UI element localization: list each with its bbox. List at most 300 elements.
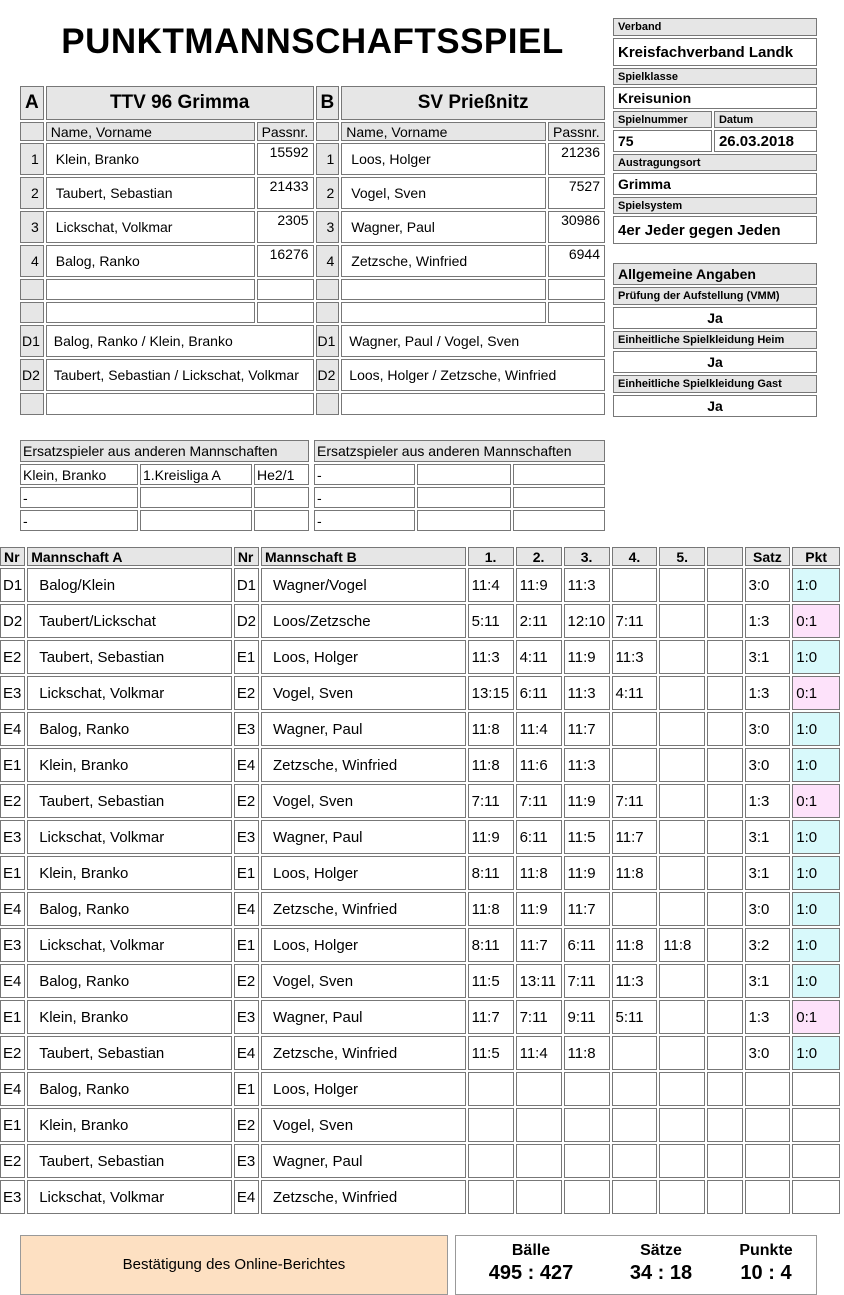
match-player-b: Wagner, Paul — [261, 820, 466, 854]
col-name-b: Name, Vorname — [341, 122, 546, 141]
match-row — [0, 1108, 840, 1142]
match-player-a: Lickschat, Volkmar — [27, 928, 232, 962]
match-pkt: 0:1 — [792, 1000, 840, 1034]
set-score — [564, 1108, 610, 1142]
col-team-b: Mannschaft B — [261, 547, 466, 566]
match-player-a: Lickschat, Volkmar — [27, 1180, 232, 1214]
match-nr-b: E2 — [234, 1108, 259, 1142]
blank-cell — [707, 1180, 742, 1214]
match-player-a: Klein, Branko — [27, 1108, 232, 1142]
col-set-2: 2. — [516, 547, 562, 566]
set-score — [468, 1072, 514, 1106]
set-score: 11:5 — [564, 820, 610, 854]
match-player-b: Wagner, Paul — [261, 1144, 466, 1178]
set-score: 11:3 — [564, 748, 610, 782]
matches-table — [0, 545, 842, 1216]
general-title: Allgemeine Angaben — [613, 263, 817, 285]
doubles-nr: D2 — [316, 359, 340, 391]
match-nr-b: E3 — [234, 712, 259, 746]
match-nr-b: E3 — [234, 820, 259, 854]
player-pass: 15592 — [257, 143, 314, 175]
match-nr-b: E2 — [234, 784, 259, 818]
blank-cell — [707, 676, 742, 710]
set-score: 6:11 — [564, 928, 610, 962]
match-player-a: Balog/Klein — [27, 568, 232, 602]
punkte-label: Punkte — [739, 1242, 793, 1259]
substitute-row — [314, 487, 605, 508]
set-score: 7:11 — [564, 964, 610, 998]
set-score: 2:11 — [516, 604, 562, 638]
substitute-name: Klein, Branko — [20, 464, 138, 485]
lineup-table — [18, 84, 607, 417]
substitute-name: - — [314, 510, 415, 531]
set-score — [659, 964, 705, 998]
match-player-a: Klein, Branko — [27, 1000, 232, 1034]
match-nr-a: E1 — [0, 1000, 25, 1034]
match-player-a: Taubert, Sebastian — [27, 1144, 232, 1178]
match-satz: 1:3 — [745, 1000, 791, 1034]
set-score — [612, 1108, 658, 1142]
match-player-a: Taubert, Sebastian — [27, 784, 232, 818]
player-name: Taubert, Sebastian — [46, 177, 255, 209]
substitute-team — [417, 464, 510, 485]
set-score: 11:8 — [468, 712, 514, 746]
set-score — [659, 568, 705, 602]
blank-cell — [707, 568, 742, 602]
set-score: 11:8 — [468, 748, 514, 782]
player-row — [20, 245, 605, 277]
substitute-name: - — [314, 487, 415, 508]
player-row — [20, 143, 605, 175]
substitutes-a — [18, 438, 311, 533]
match-nr-a: E2 — [0, 1144, 25, 1178]
set-score — [468, 1144, 514, 1178]
verband-label: Verband — [613, 18, 817, 36]
punkte-value: 10 : 4 — [740, 1262, 792, 1284]
blank-cell — [316, 122, 340, 141]
set-score — [659, 640, 705, 674]
set-score — [659, 856, 705, 890]
substitute-team: 1.Kreisliga A — [140, 464, 252, 485]
substitute-pos: He2/1 — [254, 464, 309, 485]
match-player-a: Klein, Branko — [27, 748, 232, 782]
set-score: 7:11 — [516, 784, 562, 818]
doubles-name: Wagner, Paul / Vogel, Sven — [341, 325, 605, 357]
set-score: 11:3 — [612, 964, 658, 998]
set-score: 11:7 — [564, 712, 610, 746]
blank-cell — [707, 1000, 742, 1034]
match-satz — [745, 1072, 791, 1106]
set-score — [659, 604, 705, 638]
match-pkt: 0:1 — [792, 784, 840, 818]
col-set-5: 5. — [659, 547, 705, 566]
team-a-name: TTV 96 Grimma — [46, 86, 314, 120]
match-pkt: 1:0 — [792, 964, 840, 998]
set-score: 4:11 — [612, 676, 658, 710]
match-info — [611, 16, 819, 246]
col-satz: Satz — [745, 547, 791, 566]
match-nr-a: E2 — [0, 640, 25, 674]
substitute-pos — [513, 510, 605, 531]
match-satz: 3:1 — [745, 640, 791, 674]
set-score — [659, 784, 705, 818]
blank-cell — [707, 604, 742, 638]
match-pkt: 1:0 — [792, 568, 840, 602]
match-nr-a: E1 — [0, 748, 25, 782]
col-name-a: Name, Vorname — [46, 122, 255, 141]
doubles-name: Loos, Holger / Zetzsche, Winfried — [341, 359, 605, 391]
match-satz: 3:0 — [745, 892, 791, 926]
match-player-b: Loos, Holger — [261, 1072, 466, 1106]
match-player-b: Loos, Holger — [261, 928, 466, 962]
match-nr-a: E4 — [0, 712, 25, 746]
player-row — [20, 177, 605, 209]
set-score — [659, 820, 705, 854]
substitute-row — [20, 464, 309, 485]
match-player-b: Zetzsche, Winfried — [261, 1036, 466, 1070]
team-a-letter: A — [20, 86, 44, 120]
set-score — [468, 1180, 514, 1214]
match-satz: 3:0 — [745, 568, 791, 602]
doubles-nr: D2 — [20, 359, 44, 391]
player-row — [20, 211, 605, 243]
set-score: 5:11 — [612, 1000, 658, 1034]
player-nr: 3 — [20, 211, 44, 243]
set-score: 11:8 — [612, 856, 658, 890]
match-satz — [745, 1180, 791, 1214]
spielklasse-label: Spielklasse — [613, 68, 817, 85]
set-score: 11:3 — [612, 640, 658, 674]
match-nr-b: E4 — [234, 1180, 259, 1214]
player-name: Zetzsche, Winfried — [341, 245, 546, 277]
match-nr-a: E3 — [0, 820, 25, 854]
match-satz: 3:0 — [745, 748, 791, 782]
set-score: 11:3 — [564, 676, 610, 710]
blank-cell — [707, 784, 742, 818]
blank-cell — [707, 1072, 742, 1106]
substitute-pos — [254, 487, 309, 508]
player-pass: 7527 — [548, 177, 605, 209]
set-score: 11:9 — [564, 784, 610, 818]
player-name: Vogel, Sven — [341, 177, 546, 209]
match-nr-a: E4 — [0, 1072, 25, 1106]
player-pass: 21236 — [548, 143, 605, 175]
set-score — [612, 1144, 658, 1178]
match-row — [0, 1072, 840, 1106]
empty-row — [20, 279, 605, 300]
match-row — [0, 928, 840, 962]
match-pkt: 0:1 — [792, 604, 840, 638]
blank-cell — [707, 856, 742, 890]
team-b-name: SV Prießnitz — [341, 86, 605, 120]
match-nr-a: D2 — [0, 604, 25, 638]
set-score — [659, 676, 705, 710]
player-nr: 2 — [20, 177, 44, 209]
match-player-a: Taubert, Sebastian — [27, 640, 232, 674]
match-satz: 1:3 — [745, 676, 791, 710]
match-player-b: Zetzsche, Winfried — [261, 1180, 466, 1214]
spielnummer-label: Spielnummer — [613, 111, 712, 128]
match-pkt — [792, 1072, 840, 1106]
substitute-row — [20, 487, 309, 508]
set-score — [612, 1036, 658, 1070]
match-pkt — [792, 1180, 840, 1214]
match-nr-b: E4 — [234, 892, 259, 926]
baelle-value: 495 : 427 — [488, 1262, 574, 1284]
match-player-a: Lickschat, Volkmar — [27, 820, 232, 854]
set-score — [612, 892, 658, 926]
match-row — [0, 748, 840, 782]
answer-value: Ja — [613, 351, 817, 373]
match-nr-b: E1 — [234, 928, 259, 962]
match-row — [0, 1036, 840, 1070]
set-score: 12:10 — [564, 604, 610, 638]
match-satz: 3:0 — [745, 1036, 791, 1070]
set-score — [564, 1180, 610, 1214]
substitute-team — [417, 487, 510, 508]
match-satz: 3:1 — [745, 820, 791, 854]
set-score: 11:8 — [564, 1036, 610, 1070]
doubles-nr: D1 — [20, 325, 44, 357]
substitute-pos — [254, 510, 309, 531]
player-pass: 6944 — [548, 245, 605, 277]
set-score: 13:15 — [468, 676, 514, 710]
set-score — [612, 1072, 658, 1106]
set-score — [659, 1144, 705, 1178]
set-score — [468, 1108, 514, 1142]
doubles-name: Balog, Ranko / Klein, Branko — [46, 325, 314, 357]
substitute-team — [140, 510, 252, 531]
match-row — [0, 856, 840, 890]
col-nr-b: Nr — [234, 547, 259, 566]
set-score — [612, 1180, 658, 1214]
doubles-row — [20, 359, 605, 391]
set-score: 11:7 — [612, 820, 658, 854]
set-score: 5:11 — [468, 604, 514, 638]
col-team-a: Mannschaft A — [27, 547, 232, 566]
set-score: 11:8 — [468, 892, 514, 926]
set-score — [659, 1036, 705, 1070]
set-score — [516, 1180, 562, 1214]
match-row — [0, 712, 840, 746]
blank-cell — [707, 892, 742, 926]
match-row — [0, 676, 840, 710]
match-nr-b: E1 — [234, 856, 259, 890]
confirm-box[interactable] — [20, 1235, 448, 1295]
blank-cell — [707, 1108, 742, 1142]
set-score: 7:11 — [516, 1000, 562, 1034]
set-score: 8:11 — [468, 856, 514, 890]
question-label: Prüfung der Aufstellung (VMM) — [613, 287, 817, 305]
answer-value: Ja — [613, 307, 817, 329]
col-nr-a: Nr — [0, 547, 25, 566]
set-score — [659, 1108, 705, 1142]
set-score — [612, 568, 658, 602]
set-score — [659, 892, 705, 926]
system-value: 4er Jeder gegen Jeden — [613, 216, 817, 244]
set-score — [612, 712, 658, 746]
set-score — [659, 1072, 705, 1106]
match-satz: 1:3 — [745, 784, 791, 818]
match-nr-b: D2 — [234, 604, 259, 638]
set-score: 13:11 — [516, 964, 562, 998]
ort-label: Austragungsort — [613, 154, 817, 171]
match-row — [0, 784, 840, 818]
match-player-a: Taubert, Sebastian — [27, 1036, 232, 1070]
match-satz — [745, 1144, 791, 1178]
blank-cell — [20, 122, 44, 141]
match-pkt: 1:0 — [792, 1036, 840, 1070]
set-score — [659, 748, 705, 782]
set-score: 11:4 — [516, 712, 562, 746]
set-score — [659, 1000, 705, 1034]
blank-cell — [707, 640, 742, 674]
set-score: 11:4 — [468, 568, 514, 602]
datum-value: 26.03.2018 — [714, 130, 817, 152]
question-label: Einheitliche Spielkleidung Heim — [613, 331, 817, 349]
match-nr-a: E2 — [0, 1036, 25, 1070]
blank-cell — [707, 1036, 742, 1070]
substitute-row — [20, 510, 309, 531]
answer-value: Ja — [613, 395, 817, 417]
substitute-row — [314, 510, 605, 531]
match-player-b: Zetzsche, Winfried — [261, 748, 466, 782]
set-score — [564, 1072, 610, 1106]
saetze-label: Sätze — [640, 1242, 682, 1259]
match-nr-b: E4 — [234, 1036, 259, 1070]
substitute-name: - — [20, 487, 138, 508]
match-nr-a: E3 — [0, 676, 25, 710]
set-score: 11:6 — [516, 748, 562, 782]
player-name: Wagner, Paul — [341, 211, 546, 243]
match-nr-a: E2 — [0, 784, 25, 818]
match-pkt: 1:0 — [792, 820, 840, 854]
match-pkt: 1:0 — [792, 748, 840, 782]
match-nr-b: E2 — [234, 964, 259, 998]
match-nr-a: E4 — [0, 892, 25, 926]
match-player-a: Balog, Ranko — [27, 1072, 232, 1106]
player-pass: 2305 — [257, 211, 314, 243]
match-pkt — [792, 1144, 840, 1178]
set-score: 11:9 — [516, 568, 562, 602]
set-score — [516, 1108, 562, 1142]
player-nr: 1 — [20, 143, 44, 175]
spielklasse-value: Kreisunion — [613, 87, 817, 109]
match-nr-a: E4 — [0, 964, 25, 998]
spielnummer-value: 75 — [613, 130, 712, 152]
set-score: 7:11 — [612, 784, 658, 818]
set-score — [659, 712, 705, 746]
set-score: 6:11 — [516, 676, 562, 710]
page-title: PUNKTMANNSCHAFTSSPIEL — [61, 22, 564, 61]
match-pkt: 1:0 — [792, 640, 840, 674]
match-row — [0, 1144, 840, 1178]
set-score: 11:4 — [516, 1036, 562, 1070]
verband-value: Kreisfachverband Landk — [613, 38, 817, 66]
match-nr-a: E1 — [0, 1108, 25, 1142]
match-nr-b: E4 — [234, 748, 259, 782]
datum-label: Datum — [714, 111, 817, 128]
match-pkt: 1:0 — [792, 892, 840, 926]
match-pkt: 0:1 — [792, 676, 840, 710]
match-nr-b: E2 — [234, 676, 259, 710]
match-row — [0, 1180, 840, 1214]
substitute-name: - — [20, 510, 138, 531]
set-score — [659, 1180, 705, 1214]
match-player-a: Balog, Ranko — [27, 964, 232, 998]
set-score: 11:9 — [564, 640, 610, 674]
match-row — [0, 892, 840, 926]
set-score — [564, 1144, 610, 1178]
match-player-b: Vogel, Sven — [261, 784, 466, 818]
col-set-3: 3. — [564, 547, 610, 566]
set-score: 11:5 — [468, 1036, 514, 1070]
match-row — [0, 964, 840, 998]
blank-cell — [707, 748, 742, 782]
saetze-value: 34 : 18 — [629, 1262, 693, 1284]
question-label: Einheitliche Spielkleidung Gast — [613, 375, 817, 393]
match-nr-b: D1 — [234, 568, 259, 602]
match-player-b: Vogel, Sven — [261, 676, 466, 710]
set-score: 9:11 — [564, 1000, 610, 1034]
col-pass-b: Passnr. — [548, 122, 605, 141]
player-name: Klein, Branko — [46, 143, 255, 175]
totals-box — [455, 1235, 817, 1295]
match-player-b: Loos, Holger — [261, 640, 466, 674]
doubles-name: Taubert, Sebastian / Lickschat, Volkmar — [46, 359, 314, 391]
col-pass-a: Passnr. — [257, 122, 314, 141]
match-player-b: Zetzsche, Winfried — [261, 892, 466, 926]
set-score: 7:11 — [468, 784, 514, 818]
player-name: Balog, Ranko — [46, 245, 255, 277]
match-pkt — [792, 1108, 840, 1142]
player-name: Lickschat, Volkmar — [46, 211, 255, 243]
substitute-team — [140, 487, 252, 508]
match-satz — [745, 1108, 791, 1142]
match-satz: 3:0 — [745, 712, 791, 746]
col-set-4: 4. — [612, 547, 658, 566]
match-nr-a: E3 — [0, 928, 25, 962]
player-pass: 16276 — [257, 245, 314, 277]
match-nr-a: E3 — [0, 1180, 25, 1214]
set-score — [516, 1072, 562, 1106]
set-score: 11:7 — [468, 1000, 514, 1034]
player-nr: 4 — [20, 245, 44, 277]
set-score: 11:8 — [516, 856, 562, 890]
doubles-nr: D1 — [316, 325, 340, 357]
match-row — [0, 820, 840, 854]
col-blank — [707, 547, 742, 566]
player-nr: 1 — [316, 143, 340, 175]
player-pass: 21433 — [257, 177, 314, 209]
match-player-a: Balog, Ranko — [27, 712, 232, 746]
set-score: 11:7 — [564, 892, 610, 926]
empty-row — [20, 393, 605, 415]
match-player-b: Wagner, Paul — [261, 1000, 466, 1034]
general-info — [611, 261, 819, 419]
match-row — [0, 1000, 840, 1034]
match-satz: 3:1 — [745, 856, 791, 890]
blank-cell — [707, 928, 742, 962]
set-score: 11:9 — [516, 892, 562, 926]
match-pkt: 1:0 — [792, 712, 840, 746]
match-row — [0, 604, 840, 638]
col-pkt: Pkt — [792, 547, 840, 566]
set-score — [516, 1144, 562, 1178]
match-satz: 1:3 — [745, 604, 791, 638]
player-nr: 3 — [316, 211, 340, 243]
substitutes-title: Ersatzspieler aus anderen Mannschaften — [314, 440, 605, 462]
